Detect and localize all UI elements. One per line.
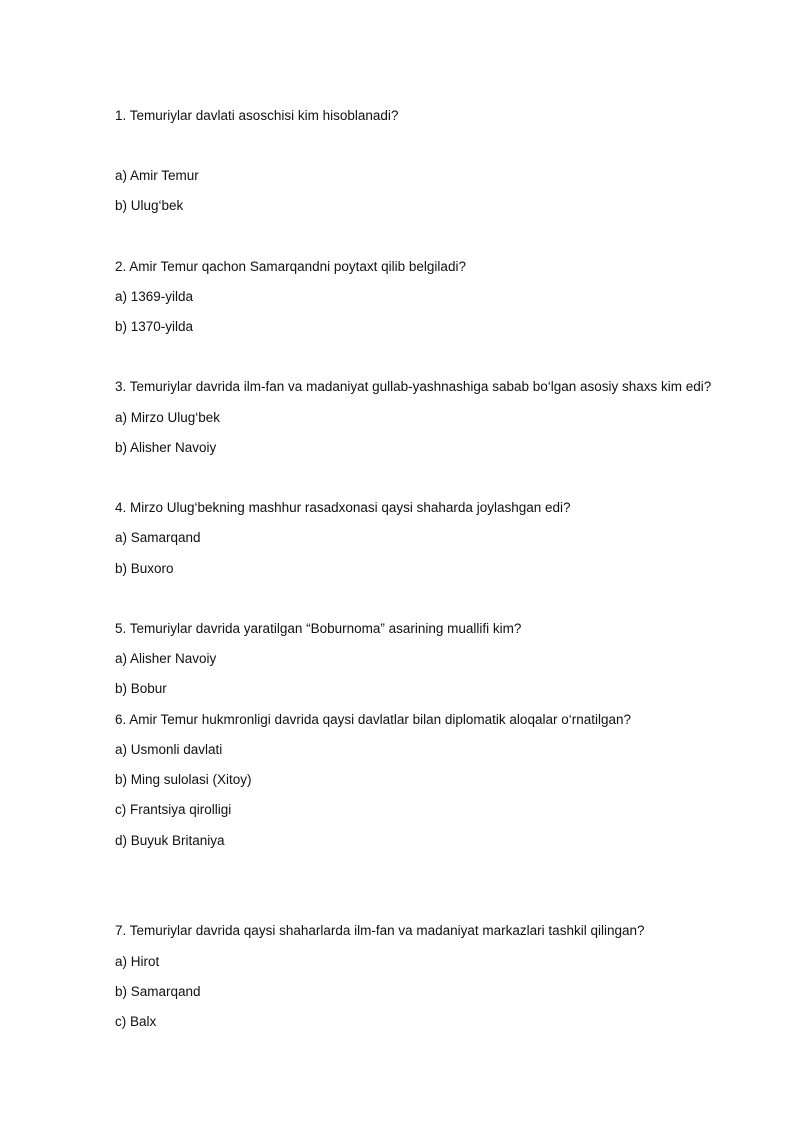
question-7-text: 7. Temuriylar davrida qaysi shaharlarda ilm-fan va madaniyat markazlari tashkil qilingan? [115, 923, 645, 938]
question-1-option-a: a) Amir Temur [115, 168, 199, 183]
question-3-text: 3. Temuriylar davrida ilm-fan va madaniyat gullab-yashnashiga sabab bo‘lgan asosiy shaxs kim edi? [115, 379, 712, 394]
question-6-text: 6. Amir Temur hukmronligi davrida qaysi davlatlar bilan diplomatik aloqalar o‘rnatilgan? [115, 712, 632, 727]
question-6-option-a: a) Usmonli davlati [115, 742, 223, 757]
question-4-option-a: a) Samarqand [115, 530, 201, 545]
question-5-option-b: b) Bobur [115, 681, 167, 696]
question-2-text: 2. Amir Temur qachon Samarqandni poytaxt qilib belgiladi? [115, 259, 466, 274]
question-5-text: 5. Temuriylar davrida yaratilgan “Boburnoma” asarining muallifi kim? [115, 621, 522, 636]
question-5-option-a: a) Alisher Navoiy [115, 651, 217, 666]
question-3-option-b: b) Alisher Navoiy [115, 440, 217, 455]
question-1-text: 1. Temuriylar davlati asoschisi kim hisoblanadi? [115, 108, 399, 123]
question-7-option-c: c) Balx [115, 1014, 157, 1029]
question-3-option-a: a) Mirzo Ulug‘bek [115, 410, 221, 425]
question-4-option-b: b) Buxoro [115, 561, 174, 576]
question-6-option-c: c) Frantsiya qirolligi [115, 802, 232, 817]
question-1-option-b: b) Ulug‘bek [115, 198, 184, 213]
question-2-option-b: b) 1370-yilda [115, 319, 194, 334]
question-2-option-a: a) 1369-yilda [115, 289, 194, 304]
question-6-option-b: b) Ming sulolasi (Xitoy) [115, 772, 252, 787]
question-6-option-d: d) Buyuk Britaniya [115, 833, 225, 848]
question-7-option-b: b) Samarqand [115, 984, 201, 999]
question-4-text: 4. Mirzo Ulug‘bekning mashhur rasadxonasi qaysi shaharda joylashgan edi? [115, 500, 571, 515]
question-7-option-a: a) Hirot [115, 954, 160, 969]
